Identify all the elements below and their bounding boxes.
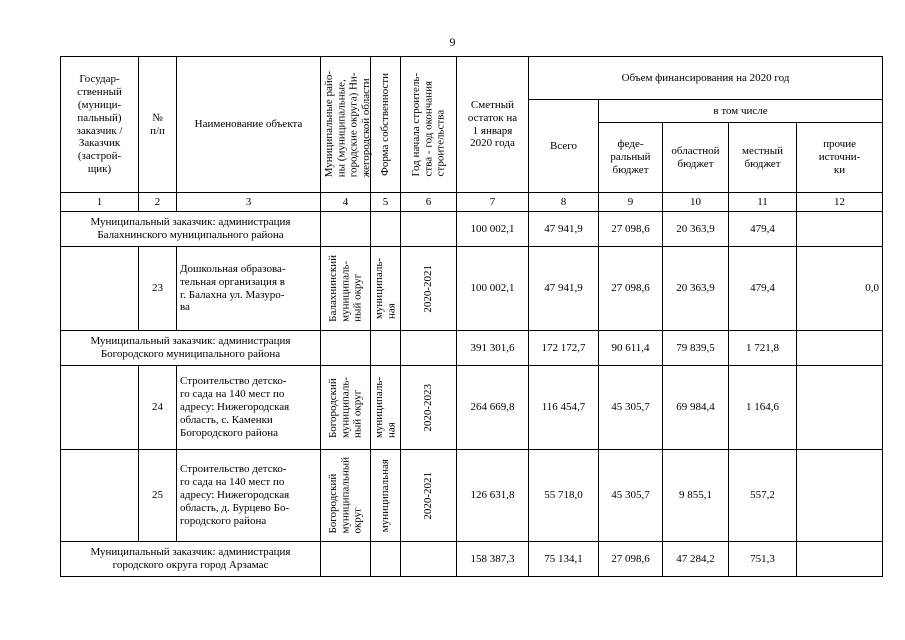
- header-ownership: Форма собственности: [371, 57, 401, 193]
- row-district: Богородский муниципальный округ: [321, 450, 371, 542]
- row-remainder: 126 631,8: [457, 450, 529, 542]
- group-local: 751,3: [729, 542, 797, 577]
- column-number: 1: [61, 193, 139, 212]
- row-regional: 20 363,9: [663, 247, 729, 331]
- column-number: 7: [457, 193, 529, 212]
- row-local: 557,2: [729, 450, 797, 542]
- row-other: [797, 366, 883, 450]
- group-remainder: 158 387,3: [457, 542, 529, 577]
- row-ownership: муниципальная: [371, 450, 401, 542]
- column-number: 8: [529, 193, 599, 212]
- header-including: в том числе: [599, 100, 883, 123]
- header-object-name: Наименование объекта: [177, 57, 321, 193]
- group-remainder: 100 002,1: [457, 212, 529, 247]
- header-regional: областной бюджет: [663, 123, 729, 193]
- row-years: 2020-2023: [401, 366, 457, 450]
- financing-table: [60, 56, 883, 577]
- row-local: 1 164,6: [729, 366, 797, 450]
- header-total: Всего: [529, 100, 599, 193]
- row-total: 55 718,0: [529, 450, 599, 542]
- row-other: 0,0: [797, 247, 883, 331]
- empty-cell: [321, 212, 371, 247]
- header-customer: Государ- ственный (муници- пальный) заказчик / Заказчик (застрой- щик): [61, 57, 139, 193]
- row-ownership: муниципаль- ная: [371, 247, 401, 331]
- empty-cell: [401, 331, 457, 366]
- group-customer: Муниципальный заказчик: администрация Балахнинского муниципального района: [61, 212, 321, 247]
- group-regional: 20 363,9: [663, 212, 729, 247]
- group-regional: 79 839,5: [663, 331, 729, 366]
- group-federal: 27 098,6: [599, 212, 663, 247]
- row-district: Богородский муниципаль- ный округ: [321, 366, 371, 450]
- row-object-name: Строительство детско- го сада на 140 мест по адресу: Нижегородская область, д. Бурцево Бо- городского района: [177, 450, 321, 542]
- row-district: Балахнинский муниципаль- ный округ: [321, 247, 371, 331]
- group-total: 75 134,1: [529, 542, 599, 577]
- empty-cell: [61, 450, 139, 542]
- column-number: 6: [401, 193, 457, 212]
- group-other: [797, 212, 883, 247]
- row-remainder: 100 002,1: [457, 247, 529, 331]
- column-number: 10: [663, 193, 729, 212]
- row-num: 24: [139, 366, 177, 450]
- group-local: 479,4: [729, 212, 797, 247]
- group-total: 172 172,7: [529, 331, 599, 366]
- group-row: [61, 212, 883, 247]
- empty-cell: [401, 542, 457, 577]
- header-funding: Объем финансирования на 2020 год: [529, 57, 883, 100]
- row-num: 25: [139, 450, 177, 542]
- header-remainder: Сметный остаток на 1 января 2020 года: [457, 57, 529, 193]
- empty-cell: [61, 366, 139, 450]
- row-object-name: Дошкольная образова- тельная организация в г. Балахна ул. Мазуро- ва: [177, 247, 321, 331]
- group-local: 1 721,8: [729, 331, 797, 366]
- empty-cell: [61, 247, 139, 331]
- row-federal: 45 305,7: [599, 450, 663, 542]
- empty-cell: [321, 542, 371, 577]
- group-regional: 47 284,2: [663, 542, 729, 577]
- row-regional: 9 855,1: [663, 450, 729, 542]
- page-number: 9: [449, 35, 456, 49]
- column-number: 11: [729, 193, 797, 212]
- empty-cell: [371, 542, 401, 577]
- column-number-row: [61, 193, 883, 212]
- header-federal: феде- ральный бюджет: [599, 123, 663, 193]
- column-number: 12: [797, 193, 883, 212]
- header-districts: Муниципальные райо- ны (муниципальные, городские округа) Ни- жегородской области: [321, 57, 371, 193]
- column-number: 3: [177, 193, 321, 212]
- column-number: 9: [599, 193, 663, 212]
- table-row: [61, 366, 883, 450]
- header-local: местный бюджет: [729, 123, 797, 193]
- group-customer: Муниципальный заказчик: администрация городского округа город Арзамас: [61, 542, 321, 577]
- row-total: 47 941,9: [529, 247, 599, 331]
- row-ownership: муниципаль- ная: [371, 366, 401, 450]
- header-years: Год начала строитель- ства - год окончания строительства: [401, 57, 457, 193]
- group-total: 47 941,9: [529, 212, 599, 247]
- row-federal: 45 305,7: [599, 366, 663, 450]
- column-number: 2: [139, 193, 177, 212]
- header-row-1: [61, 57, 883, 100]
- table-row: [61, 247, 883, 331]
- group-federal: 90 611,4: [599, 331, 663, 366]
- group-other: [797, 542, 883, 577]
- table-row: [61, 450, 883, 542]
- header-other: прочие источни- ки: [797, 123, 883, 193]
- group-remainder: 391 301,6: [457, 331, 529, 366]
- column-number: 4: [321, 193, 371, 212]
- header-num: № п/п: [139, 57, 177, 193]
- row-object-name: Строительство детско- го сада на 140 мест по адресу: Нижегородская область, с. Каменки Богородского района: [177, 366, 321, 450]
- group-row: [61, 331, 883, 366]
- empty-cell: [371, 212, 401, 247]
- row-years: 2020-2021: [401, 247, 457, 331]
- row-local: 479,4: [729, 247, 797, 331]
- empty-cell: [401, 212, 457, 247]
- group-customer: Муниципальный заказчик: администрация Богородского муниципального района: [61, 331, 321, 366]
- row-total: 116 454,7: [529, 366, 599, 450]
- empty-cell: [321, 331, 371, 366]
- group-federal: 27 098,6: [599, 542, 663, 577]
- group-row: [61, 542, 883, 577]
- row-years: 2020-2021: [401, 450, 457, 542]
- row-federal: 27 098,6: [599, 247, 663, 331]
- empty-cell: [371, 331, 401, 366]
- row-regional: 69 984,4: [663, 366, 729, 450]
- column-number: 5: [371, 193, 401, 212]
- row-other: [797, 450, 883, 542]
- group-other: [797, 331, 883, 366]
- row-remainder: 264 669,8: [457, 366, 529, 450]
- row-num: 23: [139, 247, 177, 331]
